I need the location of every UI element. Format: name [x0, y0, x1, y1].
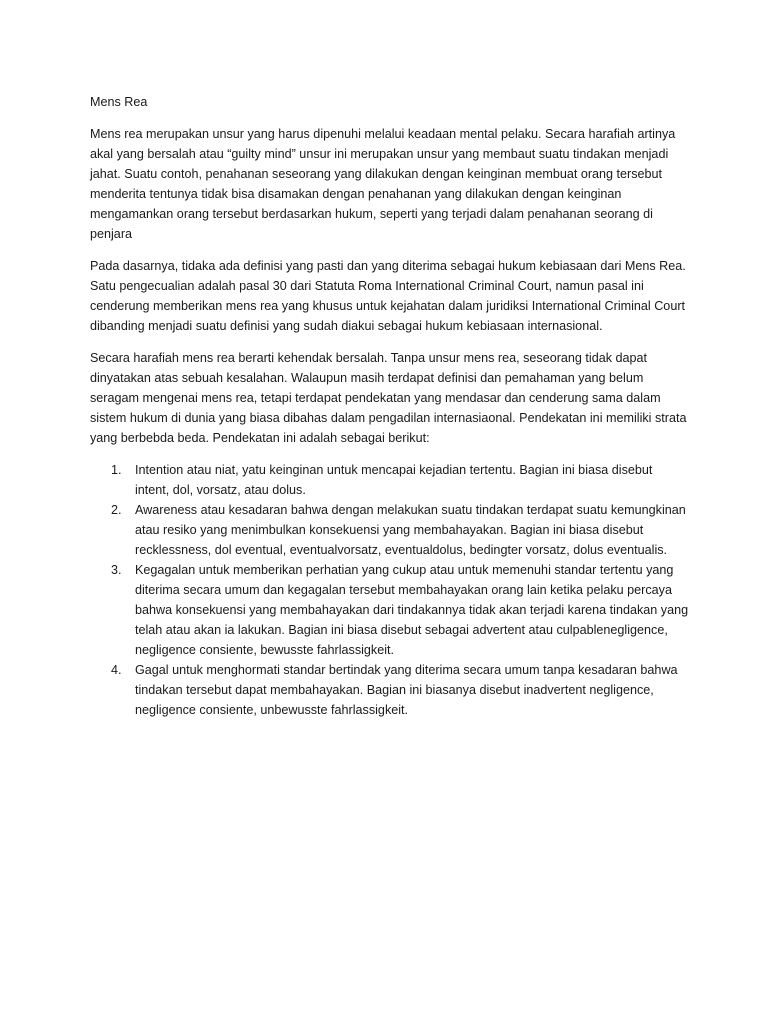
list-item-text: Awareness atau kesadaran bahwa dengan melakukan suatu tindakan terdapat suatu kemungkinan atau resiko yang menimbulkan konsekuensi yang membahayakan. Bagian ini biasa disebut recklessness, dol eventual, eventualvorsatz, eventualdolus, bedingter vorsatz, dolus eventualis.: [135, 503, 686, 557]
list-item-number: 4.: [111, 663, 122, 677]
paragraph-literal-meaning: Secara harafiah mens rea berarti kehendak bersalah. Tanpa unsur mens rea, seseorang tidak dapat dinyatakan atas sebuah kesalahan. Walaupun masih terdapat definisi dan pemahaman yang belum seragam mengenai mens rea, tetapi terdapat pendekatan yang mendasar dan cenderung sama dalam sistem hukum di dunia yang biasa dibahas dalam pengadilan internasiaonal. Pendekatan ini memiliki strata yang berbebda beda. Pendekatan ini adalah sebagai berikut:: [90, 351, 687, 445]
paragraph-no-definite-definition: Pada dasarnya, tidaka ada definisi yang pasti dan yang diterima sebagai hukum kebiasaan dari Mens Rea. Satu pengecualian adalah pasal 30 dari Statuta Roma International Criminal Court, namun pasal ini cenderung memberikan mens rea yang khusus untuk kejahatan dalam juridiksi International Criminal Court dibanding menjadi suatu definisi yang sudah diakui sebagai hukum kebiasaan internasional.: [90, 259, 686, 333]
list-item: [90, 500, 690, 560]
list-item: [90, 560, 690, 660]
list-item-text: Intention atau niat, yatu keinginan untuk mencapai kejadian tertentu. Bagian ini biasa disebut intent, dol, vorsatz, atau dolus.: [135, 463, 653, 497]
document-page: [90, 92, 690, 720]
document-title: Mens Rea: [90, 95, 148, 109]
list-item: [90, 660, 690, 720]
list-item-text: Kegagalan untuk memberikan perhatian yang cukup atau untuk memenuhi standar tertentu yang diterima secara umum dan kegagalan tersebut membahayakan orang lain ketika pelaku percaya bahwa konsekuensi yang membahayakan dari tindakannya tidak akan terjadi karena tindakan yang telah atau akan ia lakukan. Bagian ini biasa disebut sebagai advertent atau culpablenegligence, negligence consiente, bewusste fahrlassigkeit.: [135, 563, 689, 657]
list-item-number: 1.: [111, 463, 122, 477]
list-item-text: Gagal untuk menghormati standar bertindak yang diterima secara umum tanpa kesadaran bahwa tindakan tersebut dapat membahayakan. Bagian ini biasanya disebut inadvertent negligence, negligence consiente, unbewusste fahrlassigkeit.: [135, 663, 678, 717]
list-item-number: 2.: [111, 503, 122, 517]
list-item-number: 3.: [111, 563, 122, 577]
list-item: [90, 460, 690, 500]
paragraph-mens-rea-definition: Mens rea merupakan unsur yang harus dipenuhi melalui keadaan mental pelaku. Secara harafiah artinya akal yang bersalah atau “guilty mind” unsur ini merupakan unsur yang membaut suatu tindakan menjadi jahat. Suatu contoh, penahanan seseorang yang dilakukan dengan keinginan membuat orang tersebut menderita tentunya tidak bisa disamakan dengan penahanan yang dilakukan dengan keinginan mengamankan orang tersebut berdasarkan hukum, seperti yang terjadi dalam penahanan seorang di penjara: [90, 127, 676, 241]
approach-list: [90, 460, 690, 720]
